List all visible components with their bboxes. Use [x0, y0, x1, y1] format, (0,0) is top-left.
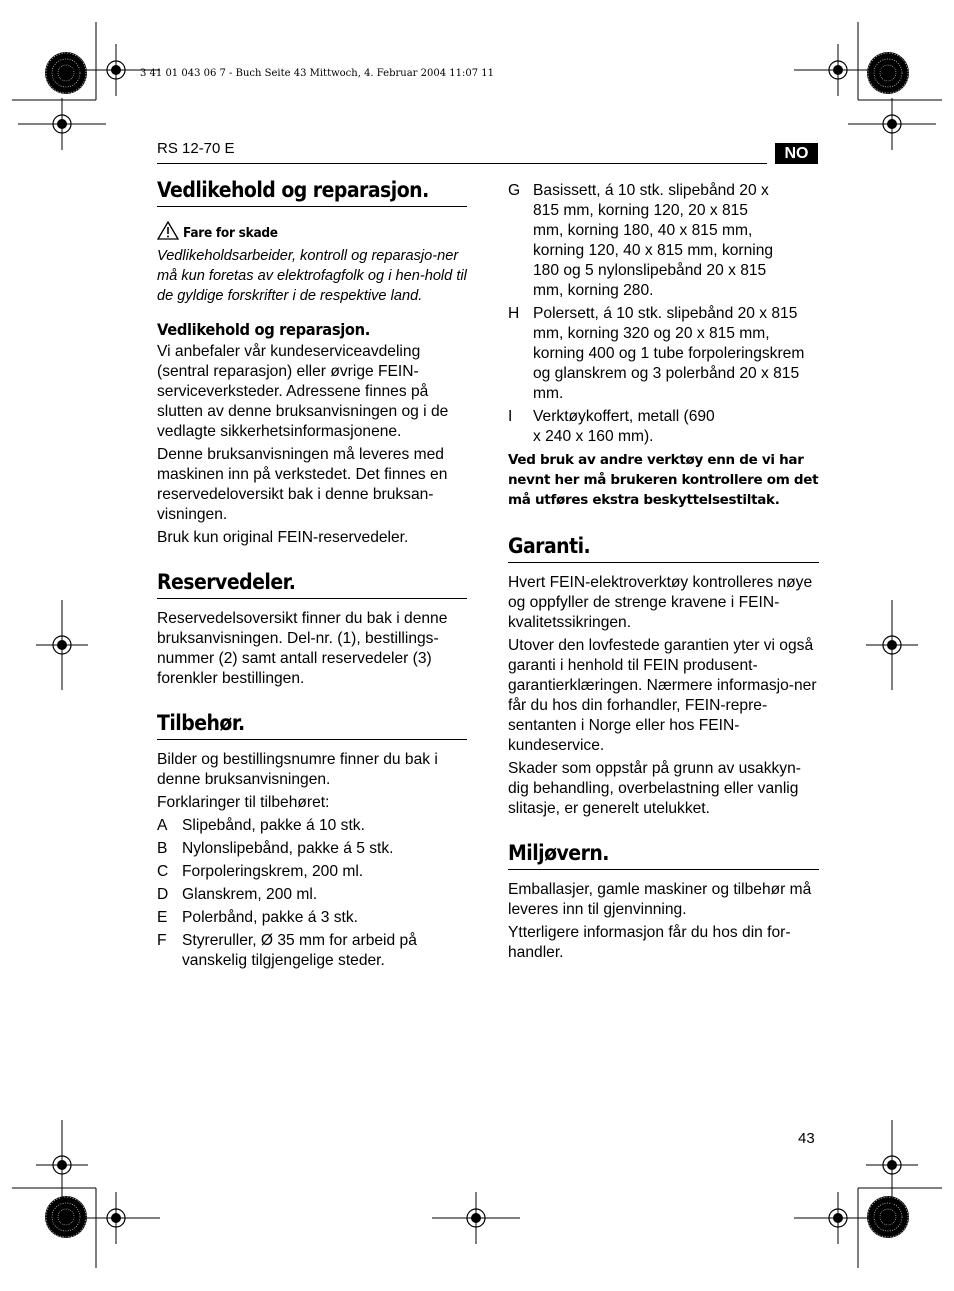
list-item: G Basissett, á 10 stk. slipebånd 20 x 815 mm, korning 120, 20 x 815 mm, korning 180, 40 x 815 mm, korning 120, 40 x 815 mm, korning 180 og 5 nylonslipebånd 20 x 815 mm, korning 280.: [508, 182, 774, 299]
list-item: I Verktøykoffert, metall (690 x 240 x 160 mm).: [508, 408, 715, 445]
warning-text: Vedlikeholdsarbeider, kontroll og reparasjo-ner må kun foretas av elektrofagfolk og i hen-hold til de gyldige forskrifter i de respektive land.: [157, 248, 467, 304]
section-spare-parts: [157, 572, 467, 599]
warning-title: Fare for skade: [183, 225, 278, 241]
header-rule: [157, 163, 767, 164]
list-item: A Slipebånd, pakke á 10 stk.: [157, 817, 365, 834]
list-item: B Nylonslipebånd, pakke á 5 stk.: [157, 840, 394, 857]
section-title: Tilbehør.: [157, 711, 245, 735]
paragraph: Bruk kun original FEIN-reservedeler.: [157, 529, 409, 546]
paragraph: Forklaringer til tilbehøret:: [157, 794, 330, 811]
section-title: Reservedeler.: [157, 570, 296, 594]
paragraph: Hvert FEIN-elektroverktøy kontrolleres nøye og oppfyller de strenge kravene i FEIN-kvalitetssikringen.: [508, 574, 813, 631]
warning-triangle-icon: [157, 221, 179, 246]
warning-block: [157, 221, 467, 306]
list-item: D Glanskrem, 200 ml.: [157, 886, 318, 903]
left-column: [157, 180, 467, 974]
accessory-list: [157, 816, 467, 971]
paragraph: Reservedelsoversikt finner du bak i denne bruksanvisningen. Del-nr. (1), bestillings-nummer (2) samt antall reservedeler (3) forenkler bestillingen.: [157, 610, 448, 687]
section-environment: [508, 843, 819, 870]
page-number: 43: [798, 1130, 815, 1147]
language-badge: NO: [775, 143, 818, 164]
paragraph: Emballasjer, gamle maskiner og tilbehør må leveres inn til gjenvinning.: [508, 881, 812, 918]
accessory-list-cont: [508, 181, 819, 447]
paragraph: Bilder og bestillingsnumre finner du bak i denne bruksanvisningen.: [157, 751, 438, 788]
paragraph: Denne bruksanvisningen må leveres med maskinen inn på verkstedet. Det finnes en reservedeloversikt bak i denne bruksan-visningen.: [157, 446, 448, 523]
safety-note: Ved bruk av andre verktøy enn de vi har nevnt her må brukeren kontrollere om det må utføres ekstra beskyttelsestiltak.: [508, 452, 819, 508]
paragraph: Skader som oppstår på grunn av usakkyn-dig behandling, overbelastning eller vanlig slitasje, er generelt utelukket.: [508, 760, 801, 817]
section-warranty: [508, 536, 819, 563]
list-item: H Polersett, á 10 stk. slipebånd 20 x 815 mm, korning 320 og 20 x 815 mm, korning 400 og 1 tube forpoleringskrem og glanskrem og 3 polerbånd 20 x 815 mm.: [508, 305, 805, 402]
subheading: Vedlikehold og reparasjon.: [157, 320, 370, 339]
right-column: [508, 181, 819, 966]
paragraph: Ytterligere informasjon får du hos din for-handler.: [508, 924, 791, 961]
paragraph: Vi anbefaler vår kundeserviceavdeling (sentral reparasjon) eller øvrige FEIN-serviceverksteder. Adressene finnes på slutten av denne bruksanvisningen og i de vedlagte sikkerhetsinformasjonene.: [157, 343, 449, 440]
model-label: RS 12-70 E: [157, 140, 235, 157]
list-item: F Styreruller, Ø 35 mm for arbeid på vanskelig tilgjengelige steder.: [157, 932, 417, 969]
list-item: C Forpoleringskrem, 200 ml.: [157, 863, 364, 880]
section-maintenance: [157, 180, 467, 207]
paragraph: Utover den lovfestede garantien yter vi også garanti i henhold til FEIN produsent-garantierklæringen. Nærmere informasjo-ner får du hos din forhandler, FEIN-repre-sentanten i Norge eller hos FEIN-kundeservice.: [508, 637, 817, 754]
section-title: Garanti.: [508, 534, 591, 558]
print-info: 3 41 01 043 06 7 - Buch Seite 43 Mittwoch, 4. Februar 2004 11:07 11: [140, 68, 494, 79]
section-title: Miljøvern.: [508, 841, 609, 865]
section-accessories: [157, 713, 467, 740]
section-title: Vedlikehold og reparasjon.: [157, 178, 429, 202]
list-item: E Polerbånd, pakke á 3 stk.: [157, 909, 358, 926]
